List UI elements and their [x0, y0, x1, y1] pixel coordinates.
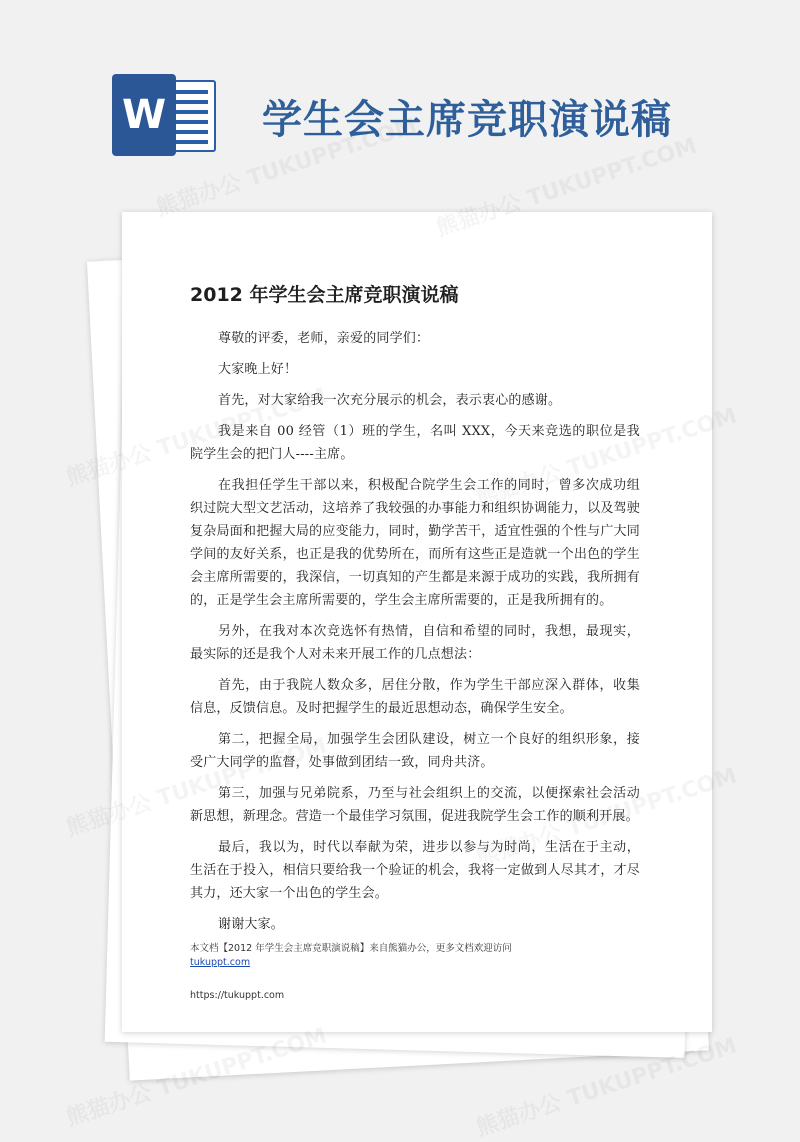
source-note: 本文档【2012 年学生会主席竞职演说稿】来自熊猫办公，更多文档欢迎访问: [190, 943, 512, 954]
paragraph-intro: 我是来自 00 经管（1）班的学生，名叫 XXX，今天来竞选的职位是我院学生会的把门人----主席。: [190, 424, 640, 462]
paragraph-point-2: 第二，把握全局，加强学生会团队建设，树立一个良好的组织形象，接受广大同学的监督，处事做到团结一致，同舟共济。: [190, 732, 640, 770]
word-document-icon: [112, 74, 218, 156]
page-header: [0, 0, 800, 200]
word-logo-letter: W: [112, 74, 176, 156]
paragraph-conclusion: 最后，我以为，时代以奉献为荣，进步以参与为时尚，生活在于主动，生活在于投入，相信只要给我一个验证的机会，我将一定做到人尽其才，才尽其力，还大家一个出色的学生会。: [190, 840, 640, 901]
paragraph-point-1: 首先，由于我院人数众多，居住分散，作为学生干部应深入群体，收集信息，反馈信息。及时把握学生的最近思想动态，确保学生安全。: [190, 678, 640, 716]
paragraph-greeting: 尊敬的评委，老师，亲爱的同学们：: [218, 331, 430, 346]
paragraph-closing: 谢谢大家。: [218, 917, 285, 932]
paragraph-evening: 大家晚上好！: [218, 362, 298, 377]
bottom-url[interactable]: https://tukuppt.com: [190, 990, 285, 1001]
paragraph-ideas-intro: 另外，在我对本次竞选怀有热情，自信和希望的同时，我想，最现实，最实际的还是我个人对未来开展工作的几点想法：: [190, 624, 640, 662]
paragraph-thanks: 首先，对大家给我一次充分展示的机会，表示衷心的感谢。: [218, 393, 562, 408]
document-title: 2012 年学生会主席竞职演说稿: [190, 284, 459, 306]
source-link[interactable]: tukuppt.com: [190, 957, 251, 968]
document-body: [190, 280, 640, 969]
page-title: 学生会主席竞职演说稿: [262, 97, 672, 143]
paragraph-experience: 在我担任学生干部以来，积极配合院学生会工作的同时，曾多次成功组织过院大型文艺活动，这培养了我较强的办事能力和组织协调能力，以及驾驶复杂局面和把握大局的应变能力，同时，勤学苦干，适宜性强的个性与广大同学间的友好关系，也正是我的优势所在，而所有这些正是造就一个出色的学生会主席所需要的，我深信，一切真知的产生都是来源于成功的实践，我所拥有的，正是学生会主席所需要的，学生会主席所需要的，正是我所拥有的。: [190, 478, 640, 608]
paragraph-point-3: 第三，加强与兄弟院系，乃至与社会组织上的交流，以便探索社会活动新思想，新理念。营造一个最佳学习氛围，促进我院学生会工作的顺利开展。: [190, 786, 640, 824]
